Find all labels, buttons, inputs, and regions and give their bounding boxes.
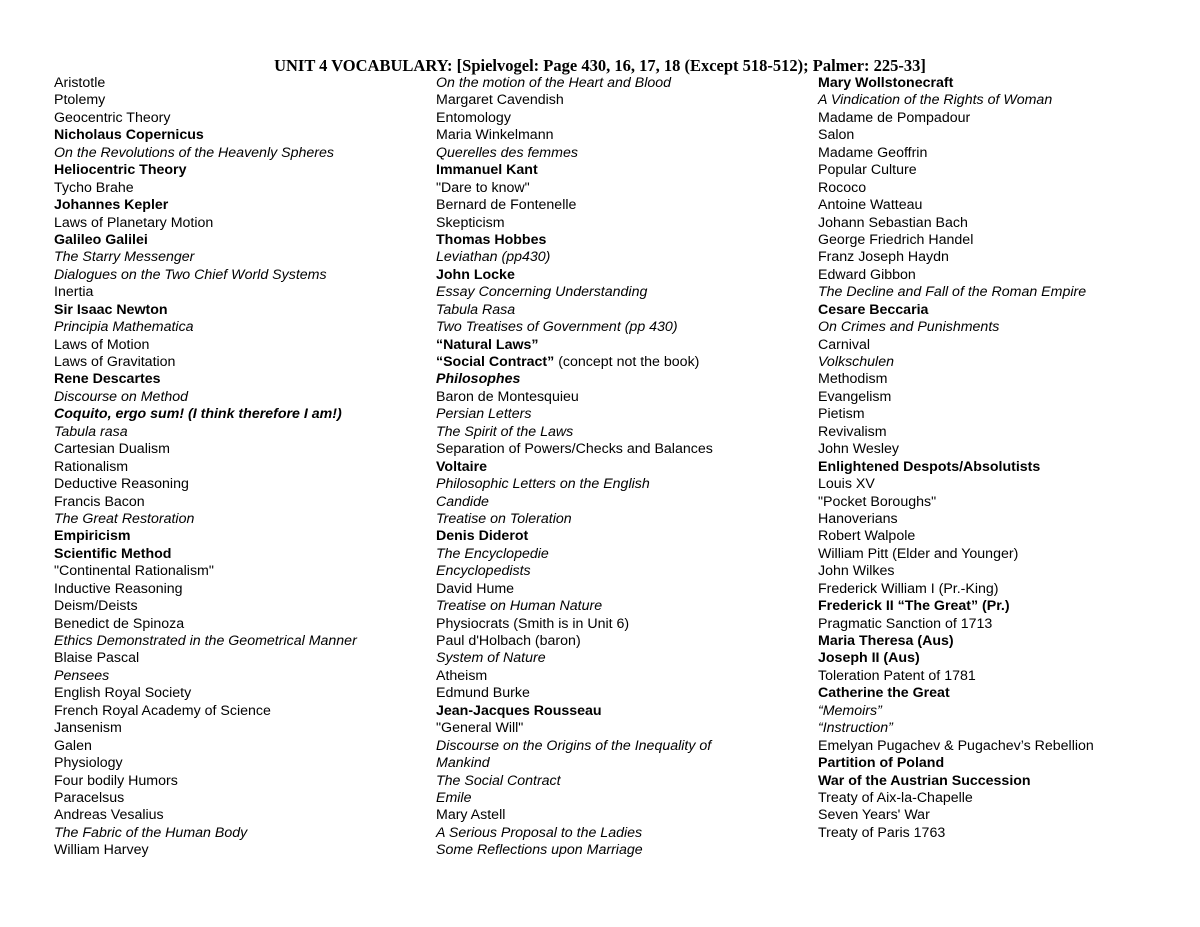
vocabulary-term: Baron de Montesquieu [436, 388, 579, 405]
vocabulary-term: Tabula Rasa [436, 301, 516, 318]
vocabulary-term: Robert Walpole [818, 528, 916, 545]
vocabulary-term: Popular Culture [818, 162, 917, 179]
vocabulary-term: Salon [818, 127, 855, 144]
vocabulary-term: John Locke [436, 266, 515, 283]
vocabulary-term: Louis XV [818, 476, 875, 493]
vocabulary-term: Immanuel Kant [436, 162, 538, 179]
vocabulary-term: Some Reflections upon Marriage [436, 842, 643, 859]
vocabulary-term: The Encyclopedie [436, 545, 549, 562]
vocabulary-term: "General Will" [436, 720, 524, 737]
vocabulary-term: Frederick William I (Pr.-King) [818, 580, 999, 597]
vocabulary-term: Skepticism [436, 214, 505, 231]
vocabulary-column-2 [436, 75, 713, 860]
vocabulary-term: Catherine the Great [818, 685, 950, 702]
vocabulary-term: Philosophes [436, 371, 521, 388]
vocabulary-term: Treaty of Paris 1763 [818, 824, 946, 841]
vocabulary-term: Mary Astell [436, 807, 506, 824]
vocabulary-term [436, 354, 713, 371]
vocabulary-term: Inductive Reasoning [54, 580, 183, 597]
vocabulary-term: Johannes Kepler [54, 197, 169, 214]
vocabulary-term: Candide [436, 493, 489, 510]
vocabulary-term: Treaty of Aix-la-Chapelle [818, 789, 973, 806]
vocabulary-term: The Social Contract [436, 772, 561, 789]
vocabulary-term: Benedict de Spinoza [54, 615, 185, 632]
vocabulary-term: David Hume [436, 580, 515, 597]
vocabulary-term: A Vindication of the Rights of Woman [818, 92, 1053, 109]
vocabulary-term: The Decline and Fall of the Roman Empire [818, 284, 1087, 301]
vocabulary-term: Atheism [436, 667, 488, 684]
vocabulary-term: Separation of Powers/Checks and Balances [436, 441, 713, 458]
vocabulary-term: Paul d'Holbach (baron) [436, 633, 581, 649]
vocabulary-term: Johann Sebastian Bach [818, 214, 968, 231]
vocabulary-term: Laws of Gravitation [54, 354, 176, 370]
vocabulary-term: Antoine Watteau [818, 197, 923, 214]
vocabulary-term: Margaret Cavendish [436, 92, 564, 109]
vocabulary-term: "Continental Rationalism" [54, 563, 214, 580]
vocabulary-term: Pensees [54, 667, 110, 684]
vocabulary-term: Paracelsus [54, 789, 125, 806]
vocabulary-term: Philosophic Letters on the English [436, 476, 650, 493]
vocabulary-term: Pietism [818, 406, 865, 423]
vocabulary-term: Persian Letters [436, 406, 532, 423]
vocabulary-term: Voltaire [436, 458, 487, 475]
vocabulary-term: Enlightened Despots/Absolutists [818, 458, 1041, 475]
vocabulary-term: Cesare Beccaria [818, 301, 929, 318]
vocabulary-term: Francis Bacon [54, 493, 145, 510]
vocabulary-term: Emile [436, 789, 472, 806]
vocabulary-term: "Dare to know" [436, 179, 530, 196]
vocabulary-term: Essay Concerning Understanding [436, 284, 648, 301]
vocabulary-term: Four bodily Humors [54, 772, 178, 789]
vocabulary-term: A Serious Proposal to the Ladies [436, 824, 643, 841]
page-title: UNIT 4 VOCABULARY: [Spielvogel: Page 430, 16, 17, 18 (Except 518-512); Palmer: 225-33] [274, 56, 926, 75]
vocabulary-term: Rococo [818, 179, 867, 196]
vocabulary-term: “Instruction” [818, 720, 893, 737]
vocabulary-term: The Spirit of the Laws [436, 423, 574, 440]
vocabulary-term: War of the Austrian Succession [818, 772, 1031, 789]
vocabulary-term: Sir Isaac Newton [54, 301, 168, 318]
vocabulary-term: The Starry Messenger [54, 249, 195, 266]
vocabulary-term: Denis Diderot [436, 528, 529, 545]
vocabulary-term: Maria Winkelmann [436, 127, 554, 144]
vocabulary-term: Blaise Pascal [54, 650, 140, 667]
vocabulary-term: Two Treatises of Government (pp 430) [436, 319, 678, 336]
vocabulary-term: George Friedrich Handel [818, 231, 974, 248]
vocabulary-term: “Natural Laws” [436, 336, 539, 353]
vocabulary-column-3 [818, 75, 1094, 842]
vocabulary-term: Empiricism [54, 528, 131, 545]
vocabulary-term: Cartesian Dualism [54, 441, 170, 458]
vocabulary-term: Leviathan (pp430) [436, 249, 551, 266]
vocabulary-term: On the Revolutions of the Heavenly Spheres [54, 144, 334, 161]
vocabulary-term: Partition of Poland [818, 755, 945, 772]
vocabulary-term: English Royal Society [54, 685, 192, 702]
vocabulary-term: Discourse on the Origins of the Inequality of [436, 737, 712, 754]
vocabulary-term: Joseph II (Aus) [818, 650, 920, 667]
vocabulary-term: The Fabric of the Human Body [54, 824, 248, 841]
vocabulary-term: On the motion of the Heart and Blood [436, 75, 672, 91]
vocabulary-term: Physiocrats (Smith is in Unit 6) [436, 615, 630, 632]
vocabulary-term: Galen [54, 737, 92, 754]
vocabulary-term: William Pitt (Elder and Younger) [818, 545, 1019, 562]
vocabulary-term: Ptolemy [54, 92, 106, 109]
vocabulary-column-1 [54, 75, 357, 860]
vocabulary-term: French Royal Academy of Science [54, 702, 271, 719]
vocabulary-term-part: “Social Contract” [436, 354, 555, 370]
vocabulary-term-part: (concept not the book) [554, 354, 700, 370]
vocabulary-term: John Wilkes [818, 563, 895, 580]
vocabulary-term: Querelles des femmes [436, 144, 578, 161]
vocabulary-term: Treatise on Human Nature [436, 598, 603, 615]
vocabulary-term: Mary Wollstonecraft [818, 75, 954, 91]
vocabulary-term: Rationalism [54, 458, 129, 475]
vocabulary-term: Heliocentric Theory [54, 162, 187, 179]
vocabulary-term: Frederick II “The Great” (Pr.) [818, 598, 1010, 615]
vocabulary-term: Edmund Burke [436, 685, 530, 702]
vocabulary-term: Evangelism [818, 388, 892, 405]
vocabulary-term: Laws of Motion [54, 336, 150, 353]
vocabulary-term: Pragmatic Sanction of 1713 [818, 615, 993, 632]
vocabulary-term: Methodism [818, 371, 888, 388]
vocabulary-term: Carnival [818, 336, 871, 353]
vocabulary-term: Emelyan Pugachev & Pugachev’s Rebellion [818, 737, 1094, 754]
vocabulary-term: Tycho Brahe [54, 179, 134, 196]
vocabulary-term: Coquito, ergo sum! (I think therefore I am!) [54, 406, 342, 423]
vocabulary-term: Physiology [54, 755, 123, 772]
vocabulary-term: Madame de Pompadour [818, 109, 971, 126]
vocabulary-term: Treatise on Toleration [436, 510, 572, 527]
vocabulary-term: Edward Gibbon [818, 266, 916, 283]
vocabulary-term: John Wesley [818, 441, 899, 458]
vocabulary-term: Geocentric Theory [54, 109, 171, 126]
vocabulary-term: Toleration Patent of 1781 [818, 667, 976, 684]
vocabulary-term: Discourse on Method [54, 388, 189, 405]
vocabulary-term: Nicholaus Copernicus [54, 127, 204, 144]
vocabulary-term: Inertia [54, 284, 94, 301]
vocabulary-term: "Pocket Boroughs" [818, 493, 937, 510]
vocabulary-term: The Great Restoration [54, 510, 195, 527]
vocabulary-term: Volkschulen [818, 354, 894, 370]
vocabulary-term: William Harvey [54, 842, 149, 859]
vocabulary-term: Andreas Vesalius [54, 807, 164, 824]
vocabulary-term: Ethics Demonstrated in the Geometrical Manner [54, 633, 357, 649]
vocabulary-term: Tabula rasa [54, 423, 128, 440]
vocabulary-term: Galileo Galilei [54, 231, 148, 248]
vocabulary-term: Maria Theresa (Aus) [818, 633, 954, 649]
vocabulary-term: Principia Mathematica [54, 319, 194, 336]
vocabulary-term: “Memoirs” [818, 702, 882, 719]
vocabulary-term: Hanoverians [818, 510, 898, 527]
vocabulary-term: Deism/Deists [54, 598, 138, 615]
vocabulary-term: Jean-Jacques Rousseau [436, 702, 602, 719]
vocabulary-term: Bernard de Fontenelle [436, 197, 577, 214]
vocabulary-term: Mankind [436, 755, 490, 772]
vocabulary-term: Entomology [436, 109, 511, 126]
vocabulary-term: Encyclopedists [436, 563, 531, 580]
vocabulary-term: System of Nature [436, 650, 546, 667]
vocabulary-term: Deductive Reasoning [54, 476, 189, 493]
vocabulary-term: Madame Geoffrin [818, 144, 928, 161]
vocabulary-term: Scientific Method [54, 545, 172, 562]
vocabulary-term: Rene Descartes [54, 371, 161, 388]
vocabulary-term: Aristotle [54, 75, 106, 91]
vocabulary-term: Revivalism [818, 423, 887, 440]
vocabulary-term: On Crimes and Punishments [818, 319, 1000, 336]
vocabulary-term: Dialogues on the Two Chief World Systems [54, 266, 327, 283]
vocabulary-term: Franz Joseph Haydn [818, 249, 949, 266]
vocabulary-term: Jansenism [54, 720, 122, 737]
vocabulary-term: Laws of Planetary Motion [54, 214, 214, 231]
vocabulary-term: Thomas Hobbes [436, 231, 547, 248]
vocabulary-term: Seven Years' War [818, 807, 930, 824]
